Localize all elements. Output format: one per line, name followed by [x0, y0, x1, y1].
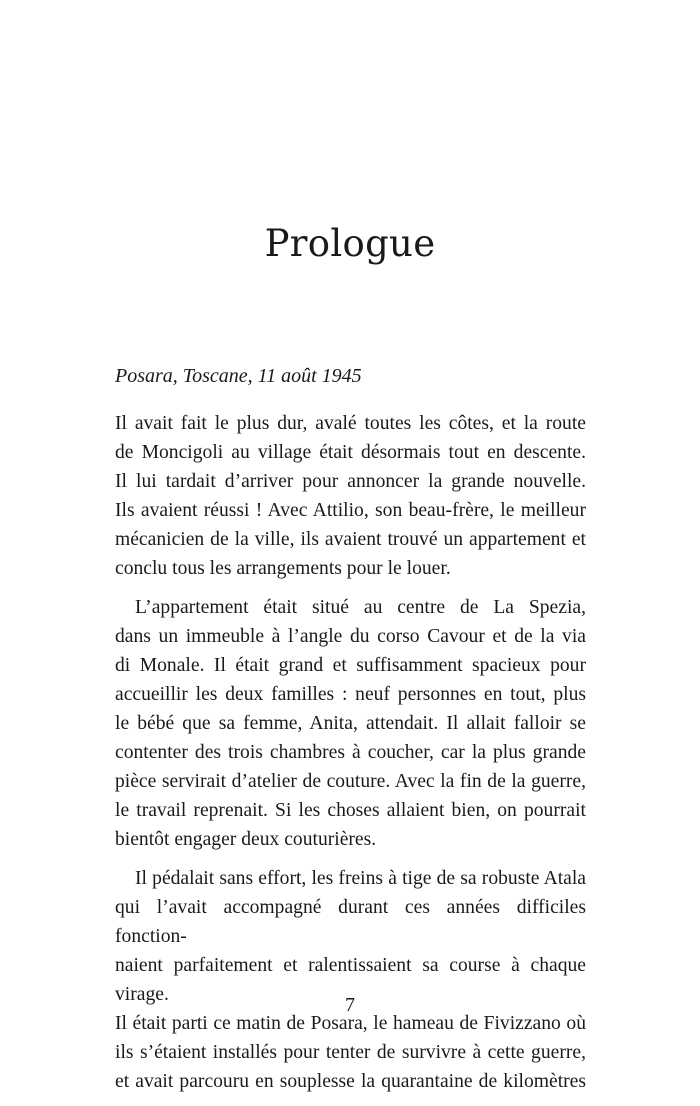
text-line: Il lui tardait d’arriver pour annoncer la grande nouvelle.: [115, 471, 586, 492]
text-line: contenter des trois chambres à coucher, car la plus grande: [115, 742, 586, 763]
chapter-dateline: Posara, Toscane, 11 août 1945: [115, 365, 362, 387]
text-line: le travail reprenait. Si les choses allaient bien, on pourrait: [115, 800, 586, 821]
text-line: conclu tous les arrangements pour le louer.: [115, 558, 451, 579]
text-line: le bébé que sa femme, Anita, attendait. Il allait falloir se: [115, 713, 586, 734]
paragraph-1: [115, 409, 586, 583]
paragraph-2: [115, 593, 586, 854]
text-line: accueillir les deux familles : neuf personnes en tout, plus: [115, 684, 586, 705]
text-line: qui l’avait accompagné durant ces années difficiles fonction-: [115, 897, 586, 947]
text-line: ils s’étaient installés pour tenter de survivre à cette guerre,: [115, 1042, 586, 1063]
text-line: de Moncigoli au village était désormais tout en descente.: [115, 442, 586, 463]
text-line: dans un immeuble à l’angle du corso Cavour et de la via: [115, 626, 586, 647]
text-line: mécanicien de la ville, ils avaient trouvé un appartement et: [115, 529, 586, 550]
page-number: 7: [345, 994, 355, 1016]
text-line: bientôt engager deux couturières.: [115, 829, 377, 850]
text-line: Ils avaient réussi ! Avec Attilio, son beau-frère, le meilleur: [115, 500, 586, 521]
text-line: pièce servirait d’atelier de couture. Avec la fin de la guerre,: [115, 771, 586, 792]
chapter-title: Prologue: [264, 222, 436, 265]
text-line: Il avait fait le plus dur, avalé toutes les côtes, et la route: [115, 413, 586, 434]
text-line: naient parfaitement et ralentissaient sa course à chaque virage.: [115, 955, 586, 1005]
text-line: et avait parcouru en souplesse la quarantaine de kilomètres: [115, 1071, 586, 1092]
text-line: Il pédalait sans effort, les freins à tige de sa robuste Atala: [135, 868, 586, 889]
text-line: L’appartement était situé au centre de La Spezia,: [135, 597, 586, 618]
paragraph-3: [115, 864, 586, 1096]
text-line: Il était parti ce matin de Posara, le hameau de Fivizzano où: [115, 1013, 586, 1034]
text-line: di Monale. Il était grand et suffisamment spacieux pour: [115, 655, 586, 676]
